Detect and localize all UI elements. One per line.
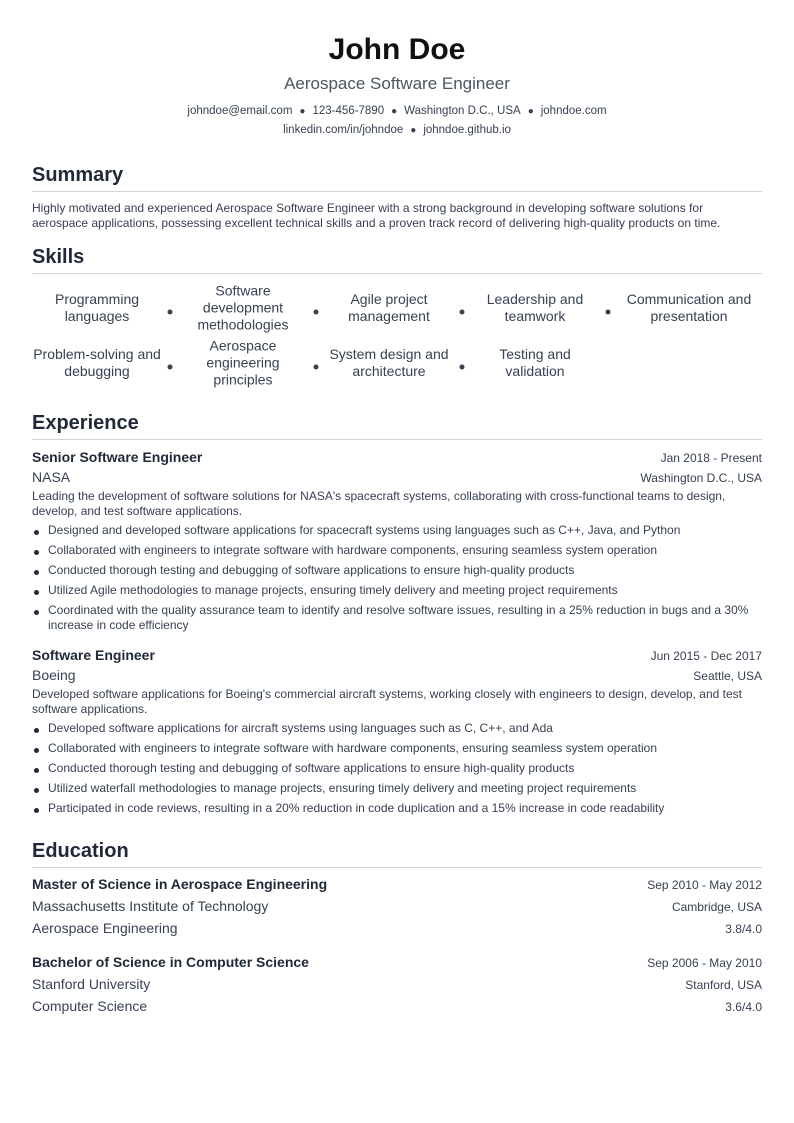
skill-separator-dot (460, 310, 465, 315)
job-bullets (32, 721, 762, 816)
education-row (32, 896, 762, 918)
education-entry (32, 952, 762, 1018)
list-item (32, 781, 762, 796)
school-name: Massachusetts Institute of Technology (32, 898, 269, 914)
github-link[interactable]: johndoe.github.io (423, 124, 511, 136)
education-row (32, 952, 762, 974)
list-item (32, 801, 762, 816)
bullet-text: Coordinated with the quality assurance team to identify and resolve software issues, resulting in a 25% reduction in bugs and a 30% increase in code efficiency (48, 603, 749, 632)
job-role: Software Engineer (32, 647, 155, 663)
list-item (32, 721, 762, 736)
skill-separator-dot (460, 365, 465, 370)
experience-heading: Experience (32, 412, 139, 434)
list-item (32, 603, 762, 633)
skill-item: Communication and presentation (626, 291, 752, 324)
job-dates: Jan 2018 - Present (660, 451, 762, 465)
field-of-study: Computer Science (32, 998, 148, 1014)
skill-item: System design and architecture (329, 346, 449, 379)
bullet-text: Conducted thorough testing and debugging of software applications to ensure high-quality products (48, 761, 575, 775)
email-link[interactable]: johndoe@email.com (187, 105, 293, 117)
bullet-text: Designed and developed software applications for spacecraft systems using languages such as C++, Java, and Python (48, 523, 681, 537)
job-company-row (32, 667, 762, 683)
contact-row-2 (32, 121, 762, 140)
bullet-dot-icon (34, 728, 39, 733)
skill-item: Leadership and teamwork (486, 291, 584, 324)
skill-item: Aerospace engineering principles (206, 337, 280, 388)
degree-title: Master of Science in Aerospace Engineering (32, 876, 328, 892)
skill-item: Testing and validation (499, 346, 571, 379)
job-company: Boeing (32, 667, 76, 683)
website-link[interactable]: johndoe.com (540, 105, 607, 117)
list-item (32, 583, 762, 598)
education-row (32, 874, 762, 896)
school-location: Cambridge, USA (671, 900, 762, 914)
bullet-text: Developed software applications for aircraft systems using languages such as C, C++, and Ada (48, 721, 553, 735)
job-description: Developed software applications for Boeing's commercial aircraft systems, working closely with engineers to design, develop, and test software applications. (32, 687, 742, 716)
skills-section (32, 244, 762, 392)
section-divider (32, 191, 762, 192)
experience-section (32, 410, 762, 816)
section-divider (32, 273, 762, 274)
job-location: Washington D.C., USA (640, 471, 762, 485)
job-dates: Jun 2015 - Dec 2017 (650, 649, 762, 663)
job-entry (32, 647, 762, 816)
job-role: Senior Software Engineer (32, 449, 203, 465)
list-item (32, 523, 762, 538)
job-header-row (32, 449, 762, 465)
bullet-text: Participated in code reviews, resulting in a 20% reduction in code duplication and a 15% increase in code readability (48, 801, 665, 815)
linkedin-link[interactable]: linkedin.com/in/johndoe (283, 124, 404, 136)
field-of-study: Aerospace Engineering (32, 920, 178, 936)
skill-separator-dot (168, 310, 173, 315)
resume-header (32, 0, 762, 140)
candidate-name: John Doe (328, 33, 466, 66)
skill-item: Agile project management (348, 291, 430, 324)
job-company-row (32, 469, 762, 485)
education-dates: Sep 2010 - May 2012 (647, 878, 762, 892)
job-description: Leading the development of software solutions for NASA's spacecraft systems, collaborating with cross-functional teams to design, develop, and test software applications. (32, 489, 726, 518)
location-text: Washington D.C., USA (404, 105, 521, 117)
contact-row-1 (32, 102, 762, 121)
education-section (32, 838, 762, 1018)
job-bullets (32, 523, 762, 633)
bullet-text: Collaborated with engineers to integrate software with hardware components, ensuring seamless system operation (48, 543, 657, 557)
bullet-dot-icon (34, 610, 39, 615)
section-divider (32, 867, 762, 868)
gpa-value: 3.8/4.0 (725, 922, 762, 936)
separator-dot: ● (299, 106, 306, 117)
skills-grid (32, 282, 762, 392)
school-name: Stanford University (32, 976, 151, 992)
summary-heading: Summary (32, 164, 124, 186)
education-row (32, 996, 762, 1018)
bullet-dot-icon (34, 530, 39, 535)
bullet-dot-icon (34, 768, 39, 773)
list-item (32, 761, 762, 776)
skills-heading: Skills (32, 246, 85, 268)
bullet-dot-icon (34, 550, 39, 555)
list-item (32, 741, 762, 756)
bullet-text: Utilized Agile methodologies to manage projects, ensuring timely delivery and meeting project requirements (48, 583, 618, 597)
job-company: NASA (32, 469, 71, 485)
education-heading: Education (32, 840, 129, 862)
section-divider (32, 439, 762, 440)
separator-dot: ● (527, 106, 534, 117)
bullet-text: Conducted thorough testing and debugging of software applications to ensure high-quality products (48, 563, 575, 577)
education-dates: Sep 2006 - May 2010 (647, 956, 762, 970)
education-row (32, 974, 762, 996)
school-location: Stanford, USA (685, 978, 762, 992)
degree-title: Bachelor of Science in Computer Science (32, 954, 309, 970)
bullet-dot-icon (34, 808, 39, 813)
bullet-dot-icon (34, 590, 39, 595)
skill-separator-dot (168, 365, 173, 370)
separator-dot: ● (410, 125, 417, 136)
skill-item: Programming languages (54, 291, 140, 324)
bullet-dot-icon (34, 748, 39, 753)
job-entry (32, 449, 762, 633)
job-location: Seattle, USA (693, 669, 762, 683)
skill-separator-dot (606, 310, 611, 315)
separator-dot: ● (391, 106, 398, 117)
bullet-text: Collaborated with engineers to integrate software with hardware components, ensuring seamless system operation (48, 741, 657, 755)
summary-section (32, 162, 762, 231)
bullet-dot-icon (34, 788, 39, 793)
summary-text: Highly motivated and experienced Aerospace Software Engineer with a strong background in developing software solutions for aerospace applications, possessing excellent technical skills and a proven track record of delivering high-quality products on time. (32, 201, 721, 230)
education-row (32, 918, 762, 940)
list-item (32, 563, 762, 578)
gpa-value: 3.6/4.0 (725, 1000, 762, 1014)
skill-separator-dot (314, 365, 319, 370)
education-entry (32, 874, 762, 940)
job-header-row (32, 647, 762, 663)
job-title: Aerospace Software Engineer (284, 74, 510, 93)
skill-separator-dot (314, 310, 319, 315)
skill-item: Software development methodologies (197, 282, 289, 333)
bullet-text: Utilized waterfall methodologies to manage projects, ensuring timely delivery and meeting project requirements (48, 781, 637, 795)
skill-item: Problem-solving and debugging (33, 346, 161, 379)
phone-number: 123-456-7890 (312, 105, 385, 117)
bullet-dot-icon (34, 570, 39, 575)
list-item (32, 543, 762, 558)
